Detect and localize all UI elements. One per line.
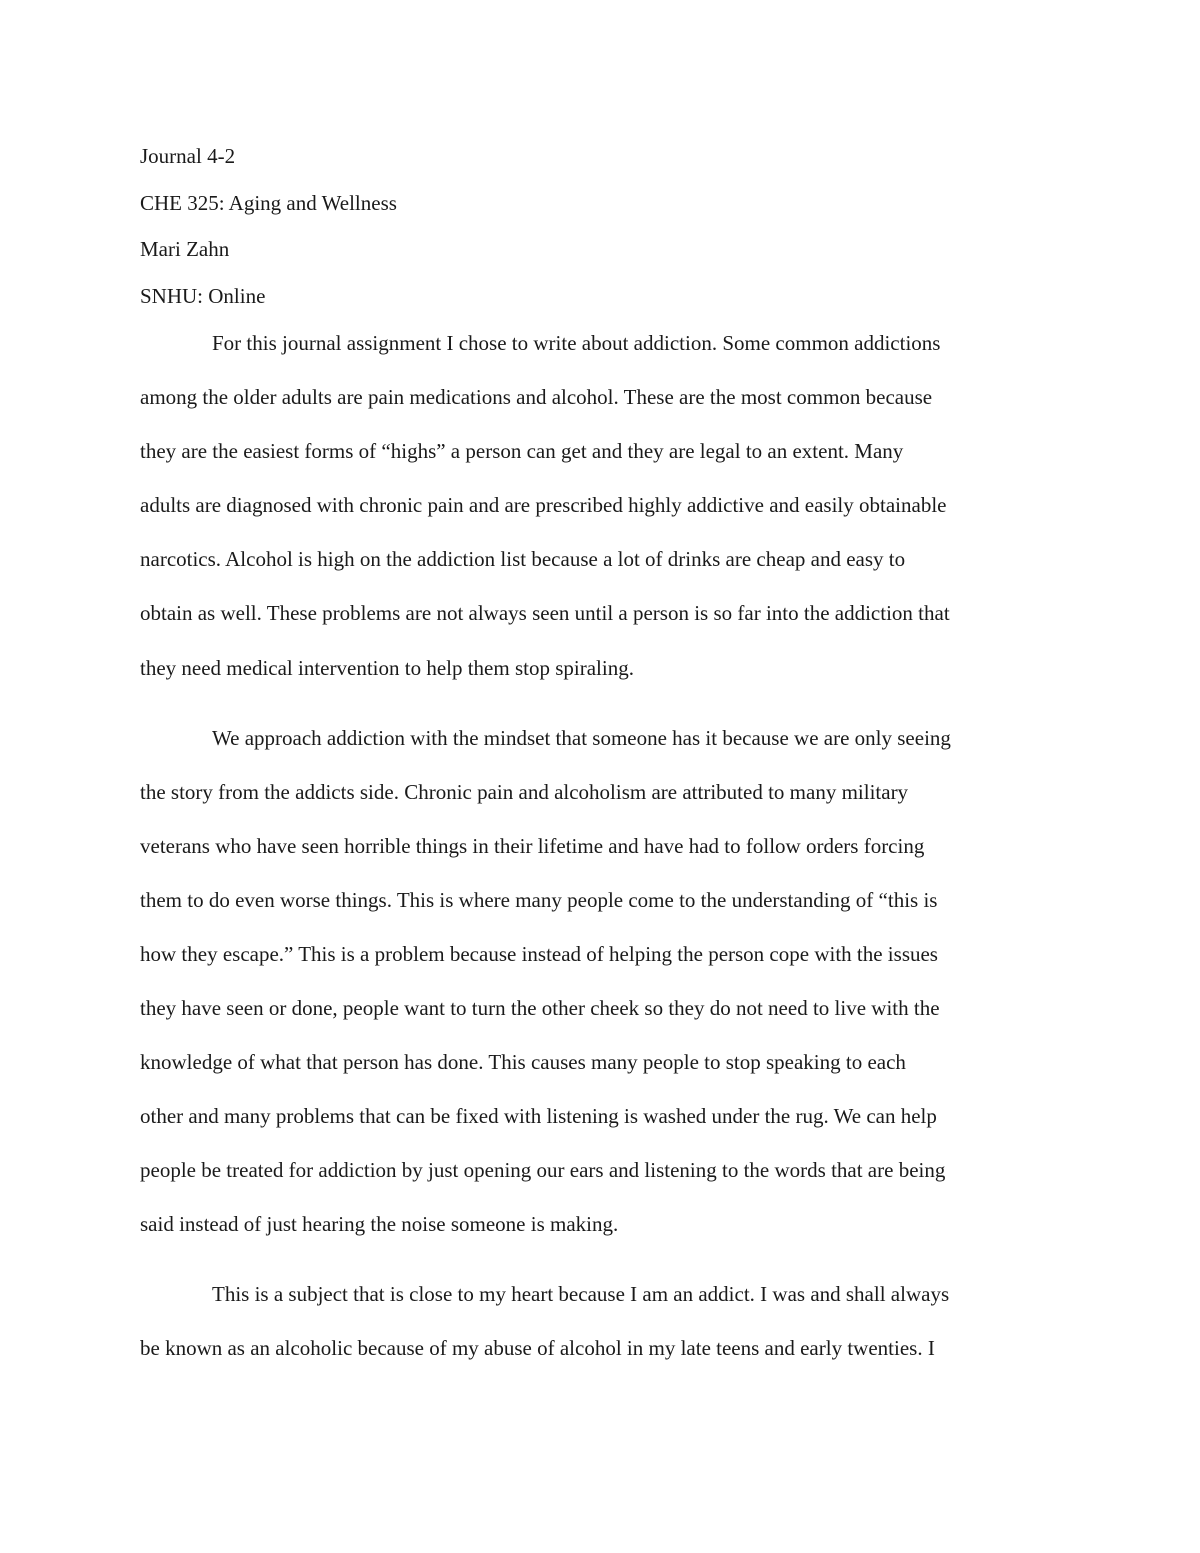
paragraph-1-line: obtain as well. These problems are not always seen until a person is so far into the addiction that (140, 601, 950, 625)
journal-title: Journal 4-2 (140, 144, 236, 168)
paragraph-3-line: This is a subject that is close to my heart because I am an addict. I was and shall always (212, 1282, 950, 1306)
paragraph-2-line: the story from the addicts side. Chronic pain and alcoholism are attributed to many military (140, 780, 909, 804)
institution-name: SNHU: Online (140, 284, 266, 308)
paragraph-2-line: We approach addiction with the mindset that someone has it because we are only seeing (212, 726, 951, 750)
paragraph-2-line: other and many problems that can be fixed with listening is washed under the rug. We can help (140, 1104, 937, 1128)
paragraph-2-line: veterans who have seen horrible things in their lifetime and have had to follow orders forcing (140, 834, 925, 858)
paragraph-2-line: how they escape.” This is a problem because instead of helping the person cope with the issues (140, 942, 938, 966)
author-name: Mari Zahn (140, 237, 230, 261)
paragraph-1-line: adults are diagnosed with chronic pain and are prescribed highly addictive and easily obtainable (140, 493, 947, 517)
paragraph-2-line: them to do even worse things. This is where many people come to the understanding of “this is (140, 888, 938, 912)
paragraph-2-line: they have seen or done, people want to turn the other cheek so they do not need to live with the (140, 996, 940, 1020)
paragraph-1-line: For this journal assignment I chose to write about addiction. Some common addictions (212, 331, 941, 355)
paragraph-1-line: narcotics. Alcohol is high on the addiction list because a lot of drinks are cheap and easy to (140, 547, 906, 571)
course-name: CHE 325: Aging and Wellness (140, 191, 397, 215)
paragraph-2-line: said instead of just hearing the noise someone is making. (140, 1212, 619, 1236)
paragraph-1-line: among the older adults are pain medications and alcohol. These are the most common because (140, 385, 933, 409)
paragraph-2-line: people be treated for addiction by just opening our ears and listening to the words that are being (140, 1158, 946, 1182)
paragraph-1-line: they need medical intervention to help them stop spiraling. (140, 656, 634, 680)
paragraph-2-line: knowledge of what that person has done. This causes many people to stop speaking to each (140, 1050, 906, 1074)
paragraph-3-line: be known as an alcoholic because of my abuse of alcohol in my late teens and early twenties. I (140, 1336, 935, 1360)
paragraph-1-line: they are the easiest forms of “highs” a person can get and they are legal to an extent. Many (140, 439, 904, 463)
